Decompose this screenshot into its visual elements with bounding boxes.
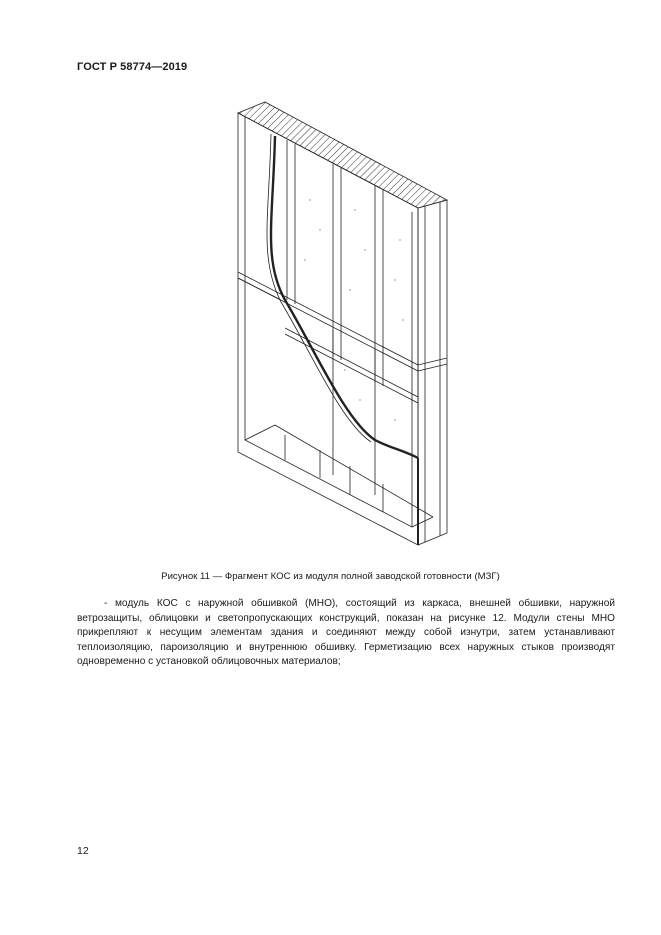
body-paragraph: - модуль КОС с наружной обшивкой (МНО), состоящий из каркаса, внешней обшивки, наружной ветрозащиты, облицовки и светопропускающих конструкций, показан на рисунке 12. Модули стены МНО прикрепляют к несущим элементам здания и соединяют между собой изнутри, затем устанавливают теплоизоляцию, пароизоляцию и внутреннюю обшивку. Герметизацию всех наружных стыков производят одновременно с установкой облицовочных материалов; (77, 598, 615, 668)
wall-module-drawing (225, 100, 465, 555)
page-number: 12 (77, 845, 89, 857)
frame-side (418, 200, 447, 545)
document-header: ГОСТ Р 58774—2019 (77, 61, 188, 73)
frame-top (238, 102, 447, 208)
body-paragraph-block (77, 597, 615, 670)
figure-caption: Рисунок 11 — Фрагмент КОС из модуля полной заводской готовности (МЗГ) (161, 571, 500, 582)
